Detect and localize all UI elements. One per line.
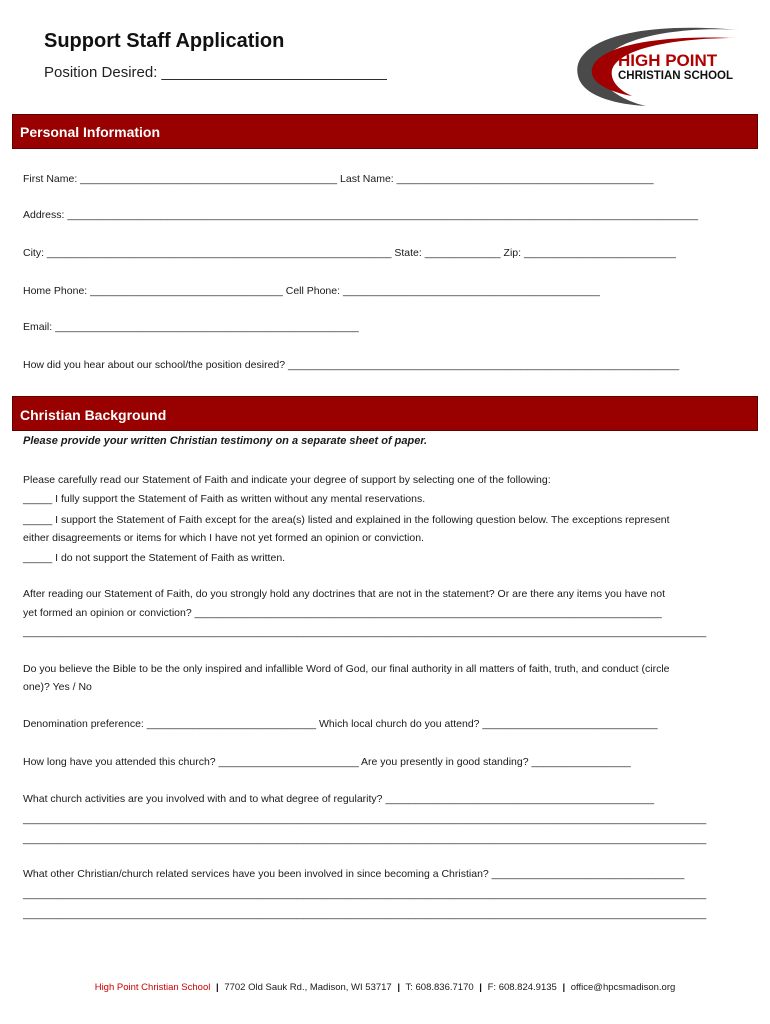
footer-separator: | xyxy=(397,982,401,993)
activities-question[interactable]: What church activities are you involved with and to what degree of regularity? ______________________________________________ xyxy=(23,793,655,805)
personal-information-header: Personal Information xyxy=(12,114,758,149)
services-answer-line-1[interactable]: _____________________________________________________________________________________________________________________ xyxy=(23,888,707,900)
address-field[interactable]: Address: ____________________________________________________________________________________________________________ xyxy=(23,209,699,221)
city-state-zip-fields[interactable]: City: ___________________________________________________________ State: _____________ Zip: __________________________ xyxy=(23,247,676,259)
statement-intro: Please carefully read our Statement of Faith and indicate your degree of support by selecting one of the following: xyxy=(23,474,551,486)
attendance-standing-fields[interactable]: How long have you attended this church? ________________________ Are you presently in good standing? _________________ xyxy=(23,756,631,768)
activities-answer-line-1[interactable]: _____________________________________________________________________________________________________________________ xyxy=(23,813,707,825)
footer-separator: | xyxy=(562,982,566,993)
phone-fields[interactable]: Home Phone: _________________________________ Cell Phone: ____________________________________________ xyxy=(23,285,600,297)
statement-option-no-support[interactable]: _____ I do not support the Statement of Faith as written. xyxy=(23,552,286,564)
how-heard-field[interactable]: How did you hear about our school/the position desired? ___________________________________________________________________ xyxy=(23,359,680,371)
page-title: Support Staff Application xyxy=(44,30,285,52)
school-logo xyxy=(566,16,746,108)
services-question[interactable]: What other Christian/church related services have you been involved in since becoming a Christian? _________________________________ xyxy=(23,868,685,880)
logo-text-christian-school: CHRISTIAN SCHOOL xyxy=(618,70,733,82)
logo-text-high-point: HIGH POINT xyxy=(618,51,718,70)
footer-fax: F: 608.824.9135 xyxy=(487,982,557,993)
email-field[interactable]: Email: ____________________________________________________ xyxy=(23,321,359,333)
doctrines-answer-line-1[interactable]: yet formed an opinion or conviction? ________________________________________________________________________________ xyxy=(23,607,662,619)
denomination-church-fields[interactable]: Denomination preference: _____________________________ Which local church do you attend? ______________________________ xyxy=(23,718,658,730)
statement-option-full-support[interactable]: _____ I fully support the Statement of Faith as written without any mental reservations. xyxy=(23,493,426,505)
statement-option-partial-support[interactable]: _____ I support the Statement of Faith except for the area(s) listed and explained in the following question below. The exceptions represent xyxy=(23,514,670,526)
footer-email: office@hpcsmadison.org xyxy=(570,982,676,993)
bible-question: Do you believe the Bible to be the only inspired and infallible Word of God, our final authority in all matters of faith, truth, and conduct (circle xyxy=(23,663,670,675)
position-desired-field[interactable]: Position Desired: ___________________________ xyxy=(44,64,387,81)
footer-contact xyxy=(0,982,770,993)
footer-address: 7702 Old Sauk Rd., Madison, WI 53717 xyxy=(224,982,392,993)
christian-background-header: Christian Background xyxy=(12,396,758,431)
bible-answer[interactable]: one)? Yes / No xyxy=(23,681,92,693)
services-answer-line-2[interactable]: _____________________________________________________________________________________________________________________ xyxy=(23,908,707,920)
footer-phone: T: 608.836.7170 xyxy=(405,982,474,993)
doctrines-answer-line-2[interactable]: _____________________________________________________________________________________________________________________ xyxy=(23,626,707,638)
statement-option-partial-support-cont: either disagreements or items for which I have not yet formed an opinion or conviction. xyxy=(23,532,424,544)
footer-separator: | xyxy=(216,982,219,993)
footer-school-name: High Point Christian School xyxy=(94,982,211,993)
activities-answer-line-2[interactable]: _____________________________________________________________________________________________________________________ xyxy=(23,833,707,845)
name-fields[interactable]: First Name: ____________________________________________ Last Name: ____________________________________________ xyxy=(23,173,654,185)
footer-separator: | xyxy=(479,982,482,993)
testimony-note: Please provide your written Christian testimony on a separate sheet of paper. xyxy=(23,435,428,447)
doctrines-question: After reading our Statement of Faith, do you strongly hold any doctrines that are not in the statement? Or are there any items you have not xyxy=(23,588,666,600)
